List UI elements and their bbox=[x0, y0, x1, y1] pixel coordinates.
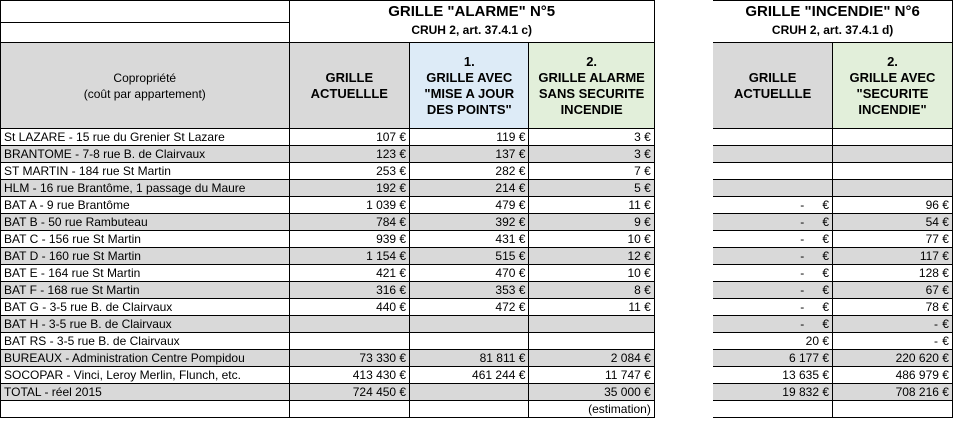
alarme-col-sans bbox=[529, 43, 654, 129]
cell-incendie-actuelle bbox=[713, 231, 833, 248]
empty-cell bbox=[289, 401, 410, 418]
euro-sign: € bbox=[822, 249, 830, 263]
row-name: BAT RS - 3-5 rue B. de Clairvaux bbox=[1, 333, 290, 350]
dash-value: - bbox=[934, 334, 939, 348]
alarme-title: GRILLE "ALARME" N°5 bbox=[289, 1, 654, 23]
gap-cell bbox=[952, 214, 959, 231]
euro-sign: € bbox=[822, 198, 830, 212]
incendie-subtitle: CRUH 2, art. 37.4.1 d) bbox=[713, 23, 953, 43]
row-name: BAT H - 3-5 rue B. de Clairvaux bbox=[1, 316, 290, 333]
table-row bbox=[1, 333, 960, 350]
cell-alarme-sans: 9 € bbox=[529, 214, 654, 231]
table-row bbox=[1, 367, 960, 384]
euro-sign: € bbox=[942, 317, 949, 331]
header-line: INCENDIE" bbox=[858, 101, 927, 117]
empty-cell bbox=[1, 401, 290, 418]
cell-alarme-actuelle: 123 € bbox=[289, 146, 410, 163]
cell-alarme-actuelle: 316 € bbox=[289, 282, 410, 299]
header-line: 2. bbox=[586, 53, 598, 69]
table-row bbox=[1, 265, 960, 282]
cell-alarme-actuelle: 724 450 € bbox=[289, 384, 410, 401]
gap-cell bbox=[654, 384, 712, 401]
gap-cell bbox=[654, 350, 712, 367]
gap-cell bbox=[654, 248, 712, 265]
table-row bbox=[1, 299, 960, 316]
header-line: GRILLE bbox=[325, 69, 374, 85]
cell-incendie-secu: 486 979 € bbox=[833, 367, 953, 384]
gap-cell bbox=[952, 180, 959, 197]
cell-incendie-secu bbox=[833, 333, 953, 350]
row-name: BAT C - 156 rue St Martin bbox=[1, 231, 290, 248]
gap-cell bbox=[952, 248, 959, 265]
euro-sign: € bbox=[822, 300, 830, 314]
header-line: ACTUELLLE bbox=[310, 85, 388, 101]
gap-cell bbox=[654, 299, 712, 316]
empty-cell bbox=[952, 401, 959, 418]
cell-incendie-secu: 78 € bbox=[833, 299, 953, 316]
cell-alarme-maj: 137 € bbox=[410, 146, 529, 163]
header-line: ACTUELLLE bbox=[733, 85, 812, 101]
cell-alarme-sans: 8 € bbox=[529, 282, 654, 299]
cell-alarme-actuelle: 440 € bbox=[289, 299, 410, 316]
header-line: 1. bbox=[463, 53, 475, 69]
cell-incendie-actuelle bbox=[713, 146, 833, 163]
cell-alarme-maj: 392 € bbox=[410, 214, 529, 231]
cell-alarme-maj: 282 € bbox=[410, 163, 529, 180]
gap-cell bbox=[952, 197, 959, 214]
gap-cell bbox=[952, 316, 959, 333]
dash-value: - bbox=[800, 266, 805, 280]
gap-cell bbox=[654, 197, 712, 214]
dash-value: - bbox=[800, 198, 805, 212]
header-line: 2. bbox=[887, 53, 898, 69]
cell-alarme-maj bbox=[410, 333, 529, 350]
cell-incendie-actuelle bbox=[713, 180, 833, 197]
header-line: GRILLE AVEC bbox=[426, 69, 513, 85]
incendie-col-secu bbox=[833, 43, 953, 129]
cell-alarme-sans: 12 € bbox=[529, 248, 654, 265]
cell-alarme-maj: 431 € bbox=[410, 231, 529, 248]
gap-cell bbox=[654, 129, 712, 146]
cell-alarme-maj bbox=[410, 384, 529, 401]
gap-cell bbox=[654, 333, 712, 350]
cell-alarme-maj: 81 811 € bbox=[410, 350, 529, 367]
table-row bbox=[1, 282, 960, 299]
header-line: GRILLE bbox=[748, 69, 797, 85]
gap-cell bbox=[952, 231, 959, 248]
cell-alarme-actuelle: 421 € bbox=[289, 265, 410, 282]
table-row bbox=[1, 129, 960, 146]
table-row bbox=[1, 214, 960, 231]
coprop-header bbox=[1, 43, 290, 129]
cell-incendie-secu: 708 216 € bbox=[833, 384, 953, 401]
row-name: BRANTOME - 7-8 rue B. de Clairvaux bbox=[1, 146, 290, 163]
gap-cell bbox=[952, 129, 959, 146]
table-row bbox=[1, 231, 960, 248]
row-name: BAT E - 164 rue St Martin bbox=[1, 265, 290, 282]
dash-value: - bbox=[800, 249, 805, 263]
gap-cell bbox=[654, 214, 712, 231]
table-row bbox=[1, 146, 960, 163]
gap-cell bbox=[654, 316, 712, 333]
empty-cell bbox=[654, 401, 712, 418]
row-name: BUREAUX - Administration Centre Pompidou bbox=[1, 350, 290, 367]
gap-cell bbox=[654, 146, 712, 163]
row-name: HLM - 16 rue Brantôme, 1 passage du Maure bbox=[1, 180, 290, 197]
euro-sign: € bbox=[822, 283, 830, 297]
table-row bbox=[1, 384, 960, 401]
header-line: GRILLE AVEC bbox=[849, 69, 936, 85]
cell-alarme-actuelle: 253 € bbox=[289, 163, 410, 180]
gap-cell bbox=[654, 282, 712, 299]
table-row bbox=[1, 350, 960, 367]
cell-alarme-sans bbox=[529, 316, 654, 333]
cell-incendie-actuelle: 19 832 € bbox=[713, 384, 833, 401]
cell-alarme-sans: 11 € bbox=[529, 197, 654, 214]
row-name: BAT F - 168 rue St Martin bbox=[1, 282, 290, 299]
cell-incendie-actuelle: 20 € bbox=[713, 333, 833, 350]
row-name: TOTAL - réel 2015 bbox=[1, 384, 290, 401]
cell-incendie-actuelle bbox=[713, 197, 833, 214]
gap-cell bbox=[654, 163, 712, 180]
cell-incendie-actuelle bbox=[713, 299, 833, 316]
euro-sign: € bbox=[942, 334, 949, 348]
row-name: BAT D - 160 rue St Martin bbox=[1, 248, 290, 265]
coprop-header-line: Copropriété bbox=[113, 70, 177, 85]
incendie-col-actuelle bbox=[713, 43, 833, 129]
cell-alarme-maj bbox=[410, 316, 529, 333]
cell-incendie-secu: 77 € bbox=[833, 231, 953, 248]
row-name: ST MARTIN - 184 rue St Martin bbox=[1, 163, 290, 180]
cell-incendie-actuelle bbox=[713, 265, 833, 282]
cell-alarme-actuelle: 1 154 € bbox=[289, 248, 410, 265]
cell-alarme-maj: 479 € bbox=[410, 197, 529, 214]
cell-alarme-sans: 5 € bbox=[529, 180, 654, 197]
cell-incendie-secu: 128 € bbox=[833, 265, 953, 282]
euro-sign: € bbox=[822, 215, 830, 229]
table-row bbox=[1, 248, 960, 265]
dash-value: - bbox=[800, 317, 805, 331]
cell-incendie-secu: 67 € bbox=[833, 282, 953, 299]
cell-alarme-actuelle: 107 € bbox=[289, 129, 410, 146]
gap-cell bbox=[952, 265, 959, 282]
gap-cell bbox=[952, 384, 959, 401]
cell-alarme-sans: 2 084 € bbox=[529, 350, 654, 367]
euro-sign: € bbox=[822, 266, 830, 280]
gap-cell bbox=[654, 180, 712, 197]
cell-alarme-maj: 214 € bbox=[410, 180, 529, 197]
cell-incendie-actuelle bbox=[713, 129, 833, 146]
cell-alarme-sans: 11 747 € bbox=[529, 367, 654, 384]
cell-incendie-secu bbox=[833, 316, 953, 333]
cell-alarme-sans: 7 € bbox=[529, 163, 654, 180]
cell-incendie-secu: 117 € bbox=[833, 248, 953, 265]
alarme-col-maj bbox=[410, 43, 529, 129]
cell-incendie-secu bbox=[833, 146, 953, 163]
gap-cell bbox=[654, 1, 712, 23]
gap-cell bbox=[952, 333, 959, 350]
cell-alarme-actuelle bbox=[289, 333, 410, 350]
cell-alarme-actuelle: 939 € bbox=[289, 231, 410, 248]
empty-header-cell bbox=[1, 1, 290, 23]
cell-alarme-sans: 11 € bbox=[529, 299, 654, 316]
table-row bbox=[1, 180, 960, 197]
empty-cell bbox=[713, 401, 833, 418]
cell-incendie-actuelle bbox=[713, 282, 833, 299]
cell-alarme-actuelle: 73 330 € bbox=[289, 350, 410, 367]
cell-incendie-actuelle bbox=[713, 163, 833, 180]
gap-cell bbox=[952, 163, 959, 180]
alarme-subtitle: CRUH 2, art. 37.4.1 c) bbox=[289, 23, 654, 43]
cell-incendie-secu bbox=[833, 180, 953, 197]
cell-alarme-sans bbox=[529, 333, 654, 350]
gap-cell bbox=[654, 367, 712, 384]
alarme-col-actuelle bbox=[289, 43, 410, 129]
gap-cell bbox=[654, 231, 712, 248]
cell-alarme-sans: 10 € bbox=[529, 231, 654, 248]
cell-incendie-secu: 54 € bbox=[833, 214, 953, 231]
cell-alarme-maj: 461 244 € bbox=[410, 367, 529, 384]
header-line: "MISE A JOUR bbox=[424, 85, 515, 101]
euro-sign: € bbox=[822, 317, 830, 331]
cell-alarme-sans: 10 € bbox=[529, 265, 654, 282]
header-line: SANS SECURITE bbox=[538, 85, 645, 101]
row-name: BAT B - 50 rue Rambuteau bbox=[1, 214, 290, 231]
empty-header-cell bbox=[1, 23, 290, 43]
cell-alarme-maj: 472 € bbox=[410, 299, 529, 316]
cell-incendie-secu bbox=[833, 163, 953, 180]
dash-value: - bbox=[800, 300, 805, 314]
row-name: SOCOPAR - Vinci, Leroy Merlin, Flunch, etc. bbox=[1, 367, 290, 384]
table-row bbox=[1, 163, 960, 180]
cell-alarme-sans: 3 € bbox=[529, 146, 654, 163]
cell-incendie-actuelle: 6 177 € bbox=[713, 350, 833, 367]
dash-value: - bbox=[934, 317, 939, 331]
cell-alarme-actuelle: 192 € bbox=[289, 180, 410, 197]
cell-incendie-secu: 220 620 € bbox=[833, 350, 953, 367]
gap-cell bbox=[952, 367, 959, 384]
estimation-note: (estimation) bbox=[529, 401, 654, 418]
row-name: St LAZARE - 15 rue du Grenier St Lazare bbox=[1, 129, 290, 146]
cell-incendie-secu: 96 € bbox=[833, 197, 953, 214]
coprop-header-line: (coût par appartement) bbox=[83, 86, 206, 101]
euro-sign: € bbox=[822, 232, 830, 246]
gap-cell bbox=[952, 350, 959, 367]
cell-alarme-actuelle: 1 039 € bbox=[289, 197, 410, 214]
table-row bbox=[1, 197, 960, 214]
dash-value: - bbox=[800, 215, 805, 229]
header-line: DES POINTS" bbox=[426, 101, 512, 117]
cell-incendie-actuelle: 13 635 € bbox=[713, 367, 833, 384]
gap-cell bbox=[952, 282, 959, 299]
cell-incendie-actuelle bbox=[713, 214, 833, 231]
cell-alarme-sans: 35 000 € bbox=[529, 384, 654, 401]
header-line: "SECURITE bbox=[856, 85, 929, 101]
gap-cell bbox=[654, 265, 712, 282]
empty-cell bbox=[833, 401, 953, 418]
cell-alarme-actuelle bbox=[289, 316, 410, 333]
cell-alarme-maj: 119 € bbox=[410, 129, 529, 146]
cell-alarme-maj: 353 € bbox=[410, 282, 529, 299]
cell-alarme-actuelle: 784 € bbox=[289, 214, 410, 231]
gap-cell bbox=[952, 146, 959, 163]
incendie-title: GRILLE "INCENDIE" N°6 bbox=[713, 1, 953, 23]
cell-incendie-actuelle bbox=[713, 316, 833, 333]
cell-alarme-maj: 470 € bbox=[410, 265, 529, 282]
cell-alarme-sans: 3 € bbox=[529, 129, 654, 146]
header-line: INCENDIE bbox=[560, 101, 623, 117]
cell-incendie-secu bbox=[833, 129, 953, 146]
cell-alarme-maj: 515 € bbox=[410, 248, 529, 265]
header-line: GRILLE ALARME bbox=[538, 69, 645, 85]
cell-alarme-actuelle: 413 430 € bbox=[289, 367, 410, 384]
dash-value: - bbox=[800, 283, 805, 297]
dash-value: - bbox=[800, 232, 805, 246]
row-name: BAT G - 3-5 rue B. de Clairvaux bbox=[1, 299, 290, 316]
gap-cell bbox=[952, 299, 959, 316]
table-row bbox=[1, 316, 960, 333]
empty-cell bbox=[410, 401, 529, 418]
row-name: BAT A - 9 rue Brantôme bbox=[1, 197, 290, 214]
cell-incendie-actuelle bbox=[713, 248, 833, 265]
